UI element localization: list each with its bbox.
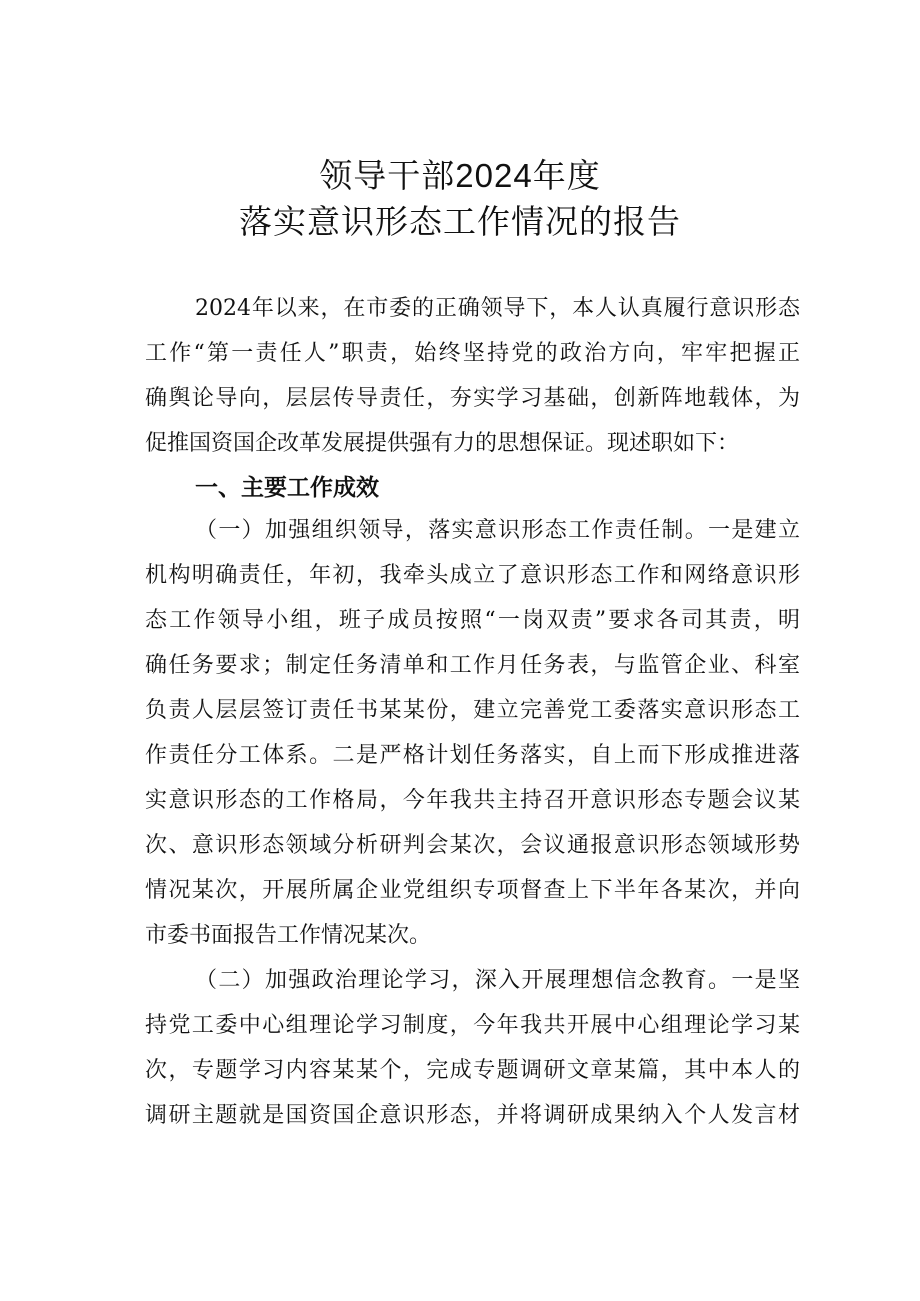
intro-line: 2024年以来，在市委的正确领导下，本人认真履行意识形态 <box>195 296 800 321</box>
intro-line: 促推国资国企改革发展提供强有力的思想保证。现述职如下： <box>145 431 740 456</box>
section-heading: 一、主要工作成效 <box>195 474 379 500</box>
para1-line: 机构明确责任，年初，我牵头成立了意识形态工作和网络意识形 <box>145 563 800 588</box>
para1-line: 负责人层层签订责任书某某份，建立完善党工委落实意识形态工 <box>145 698 800 723</box>
para2-line: 持党工委中心组理论学习制度，今年我共开展中心组理论学习某 <box>145 1013 800 1038</box>
para1-line: 市委书面报告工作情况某次。 <box>145 923 432 948</box>
para1-line: 实意识形态的工作格局，今年我共主持召开意识形态专题会议某 <box>145 788 800 813</box>
para1-line: 次、意识形态领域分析研判会某次，会议通报意识形态领域形势 <box>145 833 800 858</box>
para2-line: 调研主题就是国资国企意识形态，并将调研成果纳入个人发言材 <box>145 1103 800 1128</box>
intro-line: 确舆论导向，层层传导责任，夯实学习基础，创新阵地载体，为 <box>145 386 800 411</box>
document-title-line-2: 落实意识形态工作情况的报告 <box>239 203 681 240</box>
para1-line: 情况某次，开展所属企业党组织专项督查上下半年各某次，并向 <box>145 878 800 903</box>
para1-line: （一）加强组织领导，落实意识形态工作责任制。一是建立 <box>195 518 800 543</box>
para1-line: 确任务要求；制定任务清单和工作月任务表，与监管企业、科室 <box>145 653 800 678</box>
document-title-line-1: 领导干部2024年度 <box>319 157 601 194</box>
para1-line: 态工作领导小组，班子成员按照“一岗双责”要求各司其责，明 <box>145 608 800 633</box>
intro-line: 工作“第一责任人”职责，始终坚持党的政治方向，牢牢把握正 <box>145 341 800 366</box>
para1-line: 作责任分工体系。二是严格计划任务落实，自上而下形成推进落 <box>145 743 800 768</box>
para2-line: 次，专题学习内容某某个，完成专题调研文章某篇，其中本人的 <box>145 1058 800 1083</box>
para2-line: （二）加强政治理论学习，深入开展理想信念教育。一是坚 <box>195 968 800 993</box>
